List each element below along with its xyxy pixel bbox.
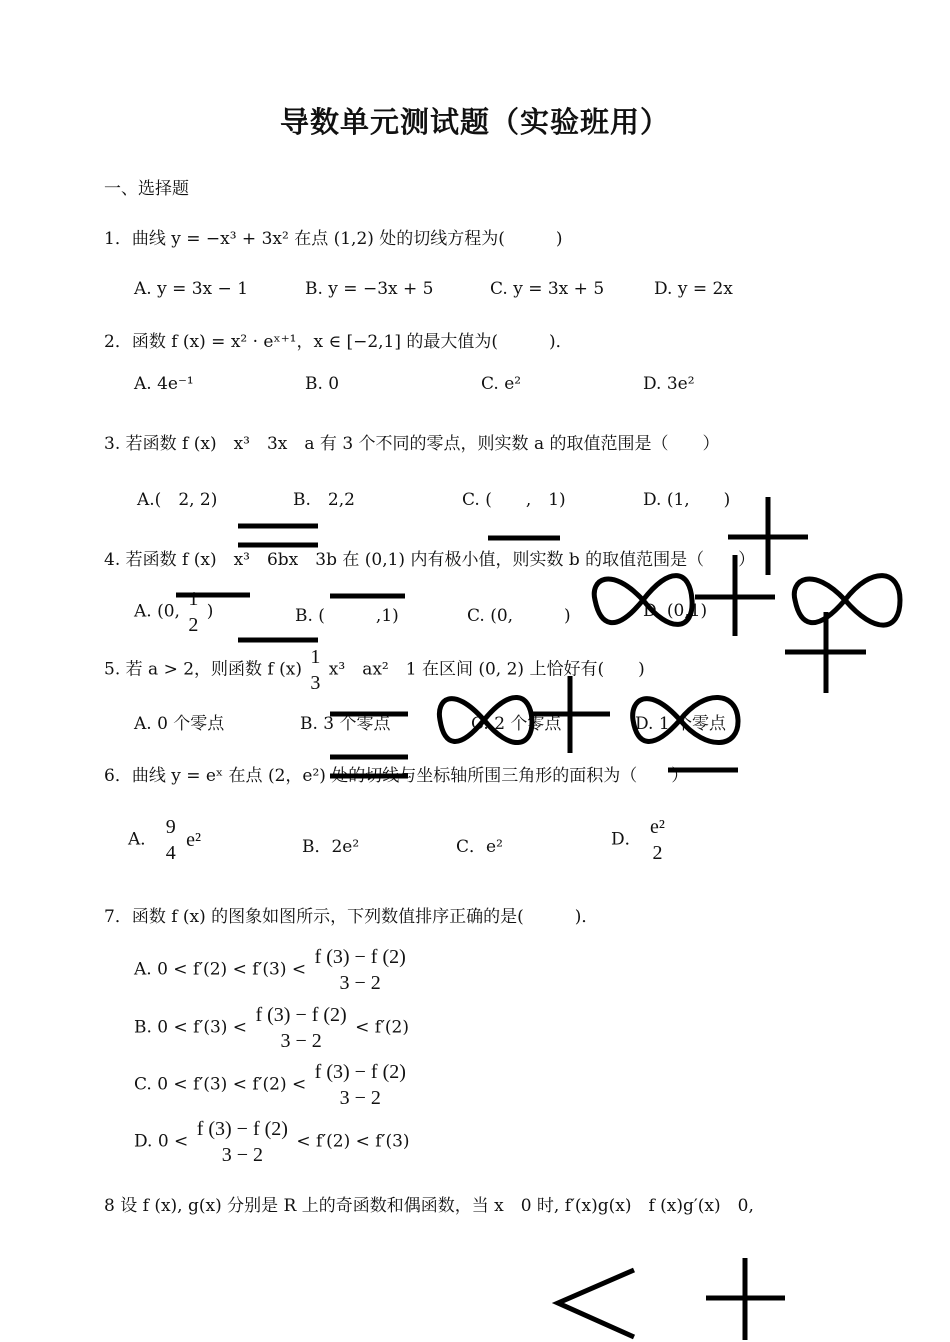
q3-option-c: C. ( , 1) <box>462 490 566 510</box>
fraction-denominator: 4 <box>165 842 176 864</box>
q3-option-d: D. (1, ) <box>643 490 731 510</box>
q7-option-d-prefix: D. 0 < <box>134 1131 189 1152</box>
q1-option-d: D. y = 2x <box>654 279 733 299</box>
question-6: 6．曲线 y = eˣ 在点 (2，e²) 处的切线与坐标轴所围三角形的面积为（ ） <box>104 766 689 786</box>
fraction-numerator: f (3) − f (2) <box>196 1118 288 1140</box>
fraction-numerator: 9 <box>165 816 176 838</box>
q4-option-b: B. ( ,1) <box>295 606 399 626</box>
fraction-denominator: 3 − 2 <box>339 972 381 994</box>
question-3: 3. 若函数 f (x) x³ 3x a 有 3 个不同的零点，则实数 a 的取值范围是（ ） <box>104 434 720 454</box>
q5-option-b: B. 3 个零点 <box>300 714 391 734</box>
fraction-numerator: f (3) − f (2) <box>255 1004 347 1026</box>
q6-option-b: B．2e² <box>302 837 360 857</box>
infinity-icon <box>633 697 738 742</box>
q7-option-a-prefix: A. 0 < f′(2) < f′(3) < <box>134 959 307 980</box>
fraction-denominator: 3 − 2 <box>280 1030 322 1052</box>
q4-option-a-suffix: ) <box>206 601 214 622</box>
fraction-denominator: 3 − 2 <box>221 1144 263 1166</box>
q2-option-b: B. 0 <box>305 374 340 394</box>
question-8: 8 设 f (x), g(x) 分别是 R 上的奇函数和偶函数，当 x 0 时, f′(x)g(x) f (x)g′(x) 0, <box>104 1196 754 1216</box>
fraction-denominator: 2 <box>188 614 199 636</box>
fraction-denominator: 3 <box>310 672 321 694</box>
q7-option-b-suffix: < f′(2) <box>355 1017 410 1038</box>
infinity-icon <box>439 697 532 742</box>
q7-option-d-suffix: < f′(2) < f′(3) <box>296 1131 410 1152</box>
q7-option-b-prefix: B. 0 < f′(3) < <box>134 1017 248 1038</box>
q7-option-c-prefix: C. 0 < f′(3) < f′(2) < <box>134 1074 307 1095</box>
q1-option-c: C. y = 3x + 5 <box>490 279 605 299</box>
fraction-denominator: 3 − 2 <box>339 1087 381 1109</box>
q5-option-a: A. 0 个零点 <box>134 714 225 734</box>
q3-option-a: A.( 2, 2) <box>137 490 218 510</box>
question-2: 2．函数 f (x) = x² · eˣ⁺¹，x ∈ [−2,1] 的最大值为( )． <box>104 332 573 352</box>
q3-option-b: B. 2,2 <box>293 490 355 510</box>
q2-option-a: A. 4e⁻¹ <box>134 374 194 394</box>
fraction-numerator: 1 <box>188 588 199 610</box>
q6-option-a-suffix: e² <box>186 828 201 851</box>
fraction-numerator: f (3) − f (2) <box>314 1061 406 1083</box>
q6-option-a-prefix: A． <box>128 829 158 850</box>
q6-option-c: C．e² <box>456 837 503 857</box>
q5-text-b: x³ ax² 1 在区间 (0, 2) 上恰好有( ) <box>328 659 645 680</box>
question-4: 4. 若函数 f (x) x³ 6bx 3b 在 (0,1) 内有极小值，则实数 b 的取值范围是（ ） <box>104 550 756 570</box>
q1-option-a: A. y = 3x − 1 <box>134 279 249 299</box>
q2-option-c: C. e² <box>481 374 522 394</box>
q4-option-a-prefix: A. (0, <box>134 601 180 622</box>
less-than-icon <box>558 1270 634 1337</box>
fraction-numerator: f (3) − f (2) <box>314 946 406 968</box>
q1-option-b: B. y = −3x + 5 <box>305 279 434 299</box>
fraction-numerator: 1 <box>310 646 321 668</box>
q5-option-c: C. 2 个零点 <box>471 714 562 734</box>
q4-option-d: D. (0,1) <box>643 601 708 621</box>
q6-option-d-prefix: D． <box>611 829 642 850</box>
section-heading: 一、选择题 <box>104 179 189 199</box>
fraction-numerator: e² <box>650 816 665 838</box>
infinity-icon <box>794 576 900 626</box>
fraction-denominator: 2 <box>652 842 663 864</box>
page-title: 导数单元测试题（实验班用） <box>279 105 670 139</box>
q5-text-a: 5. 若 a > 2，则函数 f (x) <box>104 659 302 680</box>
infinity-icon <box>594 576 692 625</box>
q2-option-d: D. 3e² <box>643 374 695 394</box>
question-1: 1．曲线 y = −x³ + 3x² 在点 (1,2) 处的切线方程为( ) <box>104 229 563 249</box>
q5-option-d: D. 1 个零点 <box>635 714 727 734</box>
question-7: 7．函数 f (x) 的图象如图所示，下列数值排序正确的是( )． <box>104 907 599 927</box>
q4-option-c: C. (0, ) <box>467 606 571 626</box>
